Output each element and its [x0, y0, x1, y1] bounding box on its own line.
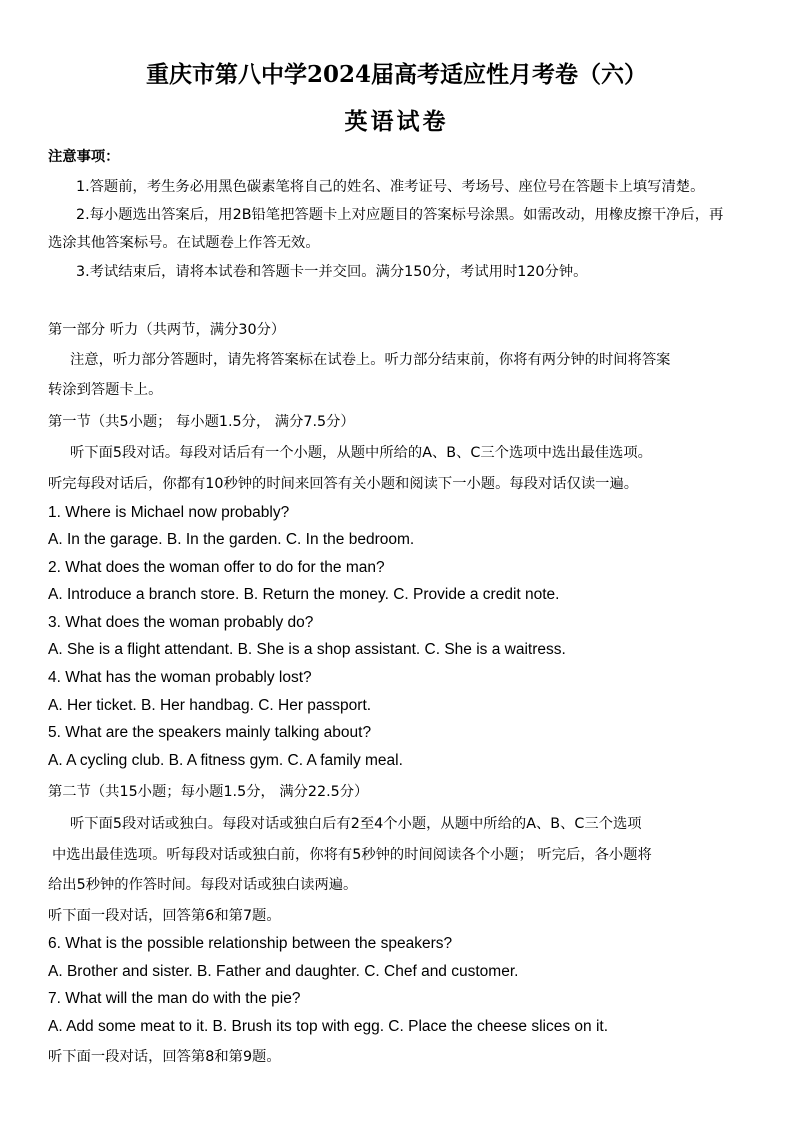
- notice-item-2-line-1: 2.每小题选出答案后，用2B铅笔把答题卡上对应题目的答案标号涂黑。如需改动，用橡皮擦干净后，再: [76, 207, 724, 223]
- question-2: 2. What does the woman offer to do for the man?: [48, 559, 385, 576]
- notice-item-1: 1.答题前，考生务必用黑色碳素笔将自己的姓名、准考证号、考场号、座位号在答题卡上填写清楚。: [76, 179, 705, 195]
- notice-item-3: 3.考试结束后，请将本试卷和答题卡一并交回。满分150分，考试用时120分钟。: [76, 264, 588, 280]
- options-6: A. Brother and sister. B. Father and daughter. C. Chef and customer.: [48, 963, 519, 980]
- section2-instruction-line-1: 听下面5段对话或独白。每段对话或独白后有2至4个小题，从题中所给的A、B、C三个选项: [70, 816, 642, 832]
- options-4: A. Her ticket. B. Her handbag. C. Her passport.: [48, 697, 372, 714]
- options-2: A. Introduce a branch store. B. Return the money. C. Provide a credit note.: [48, 586, 560, 603]
- dialog-6-intro: 听下面一段对话，回答第6和第7题。: [48, 908, 281, 924]
- question-1: 1. Where is Michael now probably?: [48, 504, 290, 521]
- section2-heading: 第二节（共15小题；每小题1.5分， 满分22.5分）: [48, 784, 369, 800]
- options-5: A. A cycling club. B. A fitness gym. C. A family meal.: [48, 752, 403, 769]
- question-7: 7. What will the man do with the pie?: [48, 990, 301, 1007]
- options-3: A. She is a flight attendant. B. She is a shop assistant. C. She is a waitress.: [48, 641, 566, 658]
- question-3: 3. What does the woman probably do?: [48, 614, 314, 631]
- section2-instruction-line-2: 中选出最佳选项。听每段对话或独白前，你将有5秒钟的时间阅读各个小题； 听完后，各小题将: [52, 847, 652, 863]
- notice-item-2-line-2: 选涂其他答案标号。在试题卷上作答无效。: [48, 235, 320, 251]
- options-7: A. Add some meat to it. B. Brush its top with egg. C. Place the cheese slices on it.: [48, 1018, 608, 1035]
- section1-heading: 第一节（共5小题； 每小题1.5分， 满分7.5分）: [48, 414, 355, 430]
- section1-instruction-line-1: 听下面5段对话。每段对话后有一个小题，从题中所给的A、B、C三个选项中选出最佳选项。: [70, 445, 652, 461]
- question-4: 4. What has the woman probably lost?: [48, 669, 312, 686]
- part1-heading: 第一部分 听力（共两节，满分30分）: [48, 322, 286, 338]
- section1-instruction-line-2: 听完每段对话后，你都有10秒钟的时间来回答有关小题和阅读下一小题。每段对话仅读一遍。: [48, 476, 639, 492]
- part1-note-line-2: 转涂到答题卡上。: [48, 382, 163, 398]
- options-1: A. In the garage. B. In the garden. C. In the bedroom.: [48, 531, 415, 548]
- notice-heading: 注意事项：: [48, 149, 120, 165]
- exam-subtitle: 英语试卷: [344, 108, 449, 135]
- question-5: 5. What are the speakers mainly talking about?: [48, 724, 372, 741]
- question-6: 6. What is the possible relationship between the speakers?: [48, 935, 453, 952]
- section2-instruction-line-3: 给出5秒钟的作答时间。每段对话或独白读两遍。: [48, 877, 358, 893]
- part1-note-line-1: 注意，听力部分答题时，请先将答案标在试卷上。听力部分结束前，你将有两分钟的时间将答案: [70, 352, 671, 368]
- exam-title: 重庆市第八中学2024届高考适应性月考卷（六）: [145, 61, 647, 88]
- dialog-8-intro: 听下面一段对话，回答第8和第9题。: [48, 1049, 281, 1065]
